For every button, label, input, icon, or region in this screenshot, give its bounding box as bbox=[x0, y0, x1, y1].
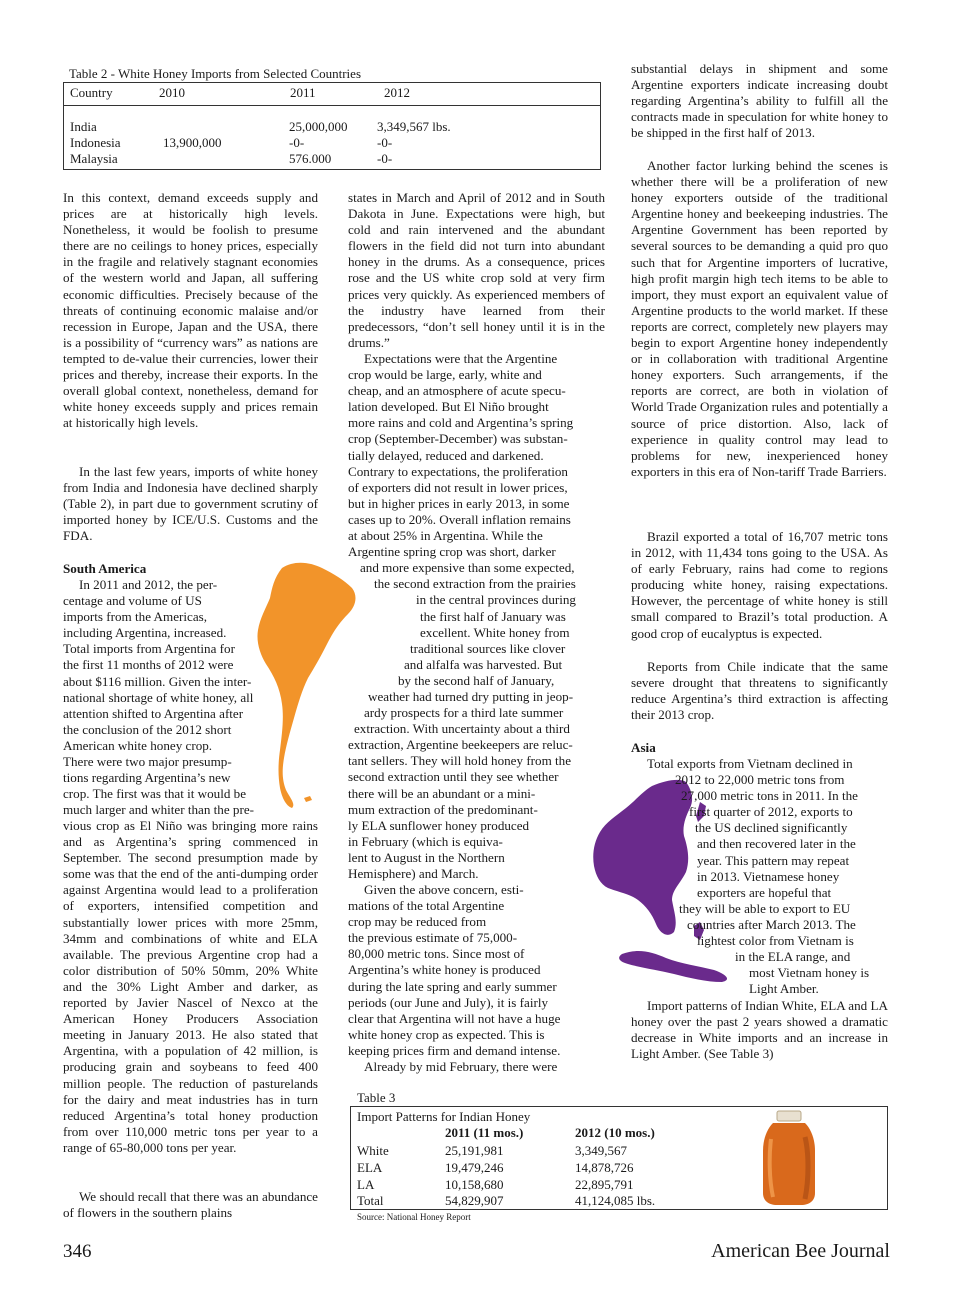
wrapped-line: tant sellers. They will hold honey from the bbox=[348, 753, 572, 769]
wrapped-line: at about 25% in Argentina. While the bbox=[348, 528, 543, 544]
wrapped-line: 27,000 metric tons in 2011. In the bbox=[681, 788, 858, 804]
wrapped-line: during the late spring and early summer bbox=[348, 978, 557, 994]
table3-cell: White bbox=[357, 1143, 389, 1158]
wrapped-line: crop (September-December) was substan- bbox=[348, 431, 568, 447]
table3-title: Import Patterns for Indian Honey bbox=[357, 1109, 531, 1124]
wrapped-line: much larger and whiter than the pre- bbox=[63, 802, 254, 818]
table3-source: Source: National Honey Report bbox=[357, 1212, 471, 1222]
col3-paragraph-3: Brazil exported a total of 16,707 metric tons in 2012, with 11,434 tons going to the USA. As of early February, rains had come to regions producing white honey, raising expectations. However, the percentage of white honey is still small compared to Brazil’s total production. A good crop of eucalyptus is expected. bbox=[631, 529, 888, 641]
wrapped-line: keeping prices firm and demand intense. bbox=[348, 1042, 561, 1058]
wrapped-line: the US declined significantly bbox=[695, 820, 848, 836]
table2-header-2011: 2011 bbox=[290, 85, 316, 100]
wrapped-line: Total exports from Vietnam declined in bbox=[647, 756, 853, 771]
col1-paragraph-2: In the last few years, imports of white honey from India and Indonesia have declined sharply (Table 2), in part due to government scrutiny of imported honey by ICE/U.S. Customs and the FDA. bbox=[63, 464, 318, 544]
wrapped-line: attention shifted to Argentina after bbox=[63, 705, 244, 721]
wrapped-line: mum extraction of the predominant- bbox=[348, 801, 538, 817]
wrapped-line: and more expensive than some expected, bbox=[360, 560, 575, 576]
wrapped-line: Total imports from Argentina for bbox=[63, 641, 235, 657]
table2-header-2012: 2012 bbox=[384, 85, 410, 100]
wrapped-line: crop may be reduced from bbox=[348, 914, 487, 930]
wrapped-line: in the ELA range, and bbox=[735, 949, 851, 965]
col2-wrapped-paragraph-2 bbox=[348, 351, 605, 882]
wrapped-line: exporters are hopeful that bbox=[697, 884, 832, 900]
wrapped-line: year. This pattern may repeat bbox=[697, 852, 850, 868]
wrapped-line: traditional sources like clover bbox=[410, 640, 566, 656]
jar-lid bbox=[777, 1111, 801, 1121]
wrapped-line: extraction. With uncertainty about a third bbox=[354, 721, 570, 737]
wrapped-line: Light Amber. bbox=[749, 981, 819, 997]
wrapped-line: clear that Argentina will not have a huge bbox=[348, 1010, 561, 1026]
col1-paragraph-5: We should recall that there was an abundance of flowers in the southern plains bbox=[63, 1189, 318, 1221]
wrapped-line: tially delayed, reduced and darkened. bbox=[348, 447, 544, 463]
wrapped-line: lent to August in the Northern bbox=[348, 849, 505, 865]
wrapped-line: Hemisphere) and March. bbox=[348, 866, 479, 881]
wrapped-line: cases up to 20%. Overall inflation remains bbox=[348, 511, 571, 527]
col3-wrapped-paragraph bbox=[631, 756, 888, 997]
wrapped-line: the first half of January was bbox=[420, 608, 566, 624]
wrapped-line: they will be able to export to EU bbox=[679, 900, 851, 916]
col2-paragraph-1: states in March and April of 2012 and in South Dakota in June. Expectations were high, but cold and rain intervened and the abundant flowers in the field did not turn into abundant honey in the drums. As a consequence, prices rose and the US white crop sold at very firm prices very quickly. As experienced members of the industry have learned from their predecessors, “don’t sell honey until it is in the drums.” bbox=[348, 190, 605, 350]
table3-cell: 22,895,791 bbox=[575, 1177, 634, 1192]
table2-caption: Table 2 - White Honey Imports from Selected Countries bbox=[69, 66, 361, 81]
wrapped-line: but in higher prices in early 2013, in some bbox=[348, 495, 570, 511]
wrapped-line: weather had turned dry putting in jeop- bbox=[368, 688, 574, 704]
table3-header-2012: 2012 (10 mos.) bbox=[575, 1125, 655, 1140]
wrapped-line: There were two major presump- bbox=[63, 754, 232, 770]
wrapped-line: periods (our June and July), it is fairly bbox=[348, 994, 549, 1010]
wrapped-line: extraction, Argentine beekeepers are reluc- bbox=[348, 737, 573, 753]
table3-header-2011: 2011 (11 mos.) bbox=[445, 1125, 524, 1140]
table3-cell: ELA bbox=[357, 1160, 383, 1175]
honey-jar-image bbox=[759, 1109, 819, 1207]
col3-paragraph-6: Import patterns of Indian White, ELA and LA honey over the past 2 years showed a dramatic decrease in White imports and an increase in Light Amber. (See Table 3) bbox=[631, 998, 888, 1062]
table3-cell: 14,878,726 bbox=[575, 1160, 634, 1175]
wrapped-line: Expectations were that the Argentine bbox=[364, 351, 558, 366]
wrapped-line: Argentina’s white honey is produced bbox=[348, 962, 541, 978]
table2-cell: 25,000,000 bbox=[289, 119, 348, 134]
table2-cell: -0- bbox=[289, 135, 305, 150]
wrapped-line: the second extraction from the prairies bbox=[374, 576, 576, 592]
col3-paragraph-1: substantial delays in shipment and some Argentine exporters indicate increasing doubt regarding Argentina’s ability to fulfill all the contracts made in speculation for white honey to be shipped in the first half of 2013. bbox=[631, 61, 888, 141]
wrapped-line: cheap, and an atmosphere of acute specu- bbox=[348, 383, 566, 399]
table2-cell: 3,349,567 lbs. bbox=[377, 119, 451, 134]
wrapped-line: the first 11 months of 2012 were bbox=[63, 657, 234, 673]
wrapped-line: more rains and cold and Argentina’s spring bbox=[348, 415, 574, 431]
wrapped-line: lightest color from Vietnam is bbox=[697, 933, 854, 949]
wrapped-line: Argentine spring crop was short, darker bbox=[348, 544, 556, 560]
page-number: 346 bbox=[63, 1241, 92, 1262]
wrapped-line: of exporters did not result in lower prices, bbox=[348, 479, 568, 495]
table2-header-country: Country bbox=[70, 85, 113, 100]
wrapped-line: including Argentina, increased. bbox=[63, 625, 227, 641]
wrapped-line: second extraction until they see whether bbox=[348, 769, 559, 785]
wrapped-line: crop. The first was that it would be bbox=[63, 786, 247, 802]
table2-cell: -0- bbox=[377, 151, 393, 166]
wrapped-line: the previous estimate of 75,000- bbox=[348, 930, 518, 946]
wrapped-line: most Vietnam honey is bbox=[749, 965, 870, 981]
table2-cell: 576.000 bbox=[289, 151, 332, 166]
wrapped-line: the conclusion of the 2012 short bbox=[63, 721, 232, 737]
wrapped-line: excellent. White honey from bbox=[420, 624, 570, 640]
wrapped-line: there will be an abundant or a mini- bbox=[348, 785, 536, 801]
wrapped-line: and alfalfa was harvested. But bbox=[404, 656, 563, 672]
table3-cell: 19,479,246 bbox=[445, 1160, 504, 1175]
col1-paragraph-4: vious crop as El Niño was bringing more rains and as Argentina’s spring commenced in September. The second presumption made by some was that the end of the anti-dumping order against Argentina would lead to a proliferation of exporters, intensified competition and substantially lower prices with more 25mm, 34mm and combinations of white and ELA available. The previous Argentine crop had a color distribution of 50% 50mm, 20% White and the 30% Light Amber and darker, as reported by Javier Nascel of Nexco at the American Honey Producers Association meeting in January 2013. He also stated that Argentina, with a population of 42 million, is producing grain and soybeans to feed 400 million people. The reduction of pasturelands for the dairy and meat industries has in turn reduced Argentina’s total honey production from over 110,000 metric tons per year to a range of 65-80,000 tons per year. bbox=[63, 818, 318, 1155]
wrapped-line: crop would be large, early, white and bbox=[348, 367, 542, 383]
journal-name: American Bee Journal bbox=[711, 1240, 890, 1262]
heading-south-america: South America bbox=[63, 561, 147, 576]
table3-cell: 54,829,907 bbox=[445, 1193, 504, 1208]
wrapped-line: in 2013. Vietnamese honey bbox=[697, 868, 840, 884]
table2 bbox=[63, 82, 601, 170]
table3-cell: 41,124,085 lbs. bbox=[575, 1193, 656, 1208]
table2-header-2010: 2010 bbox=[159, 85, 185, 100]
wrapped-line: Given the above concern, esti- bbox=[364, 882, 524, 897]
wrapped-line: ly ELA sunflower honey produced bbox=[348, 817, 530, 833]
wrapped-line: mations of the total Argentine bbox=[348, 898, 505, 914]
table2-cell: -0- bbox=[377, 135, 393, 150]
wrapped-line: imports from the Americas, bbox=[63, 609, 207, 625]
table3-cell: 10,158,680 bbox=[445, 1177, 504, 1192]
table3 bbox=[350, 1106, 888, 1210]
wrapped-line: national shortage of white honey, all bbox=[63, 689, 254, 705]
wrapped-line: and then recovered later in the bbox=[697, 836, 856, 852]
wrapped-line: Contrary to expectations, the proliferation bbox=[348, 463, 568, 479]
falklands-shape bbox=[304, 796, 312, 802]
table2-header-row bbox=[64, 83, 600, 106]
wrapped-line: 80,000 metric tons. Since most of bbox=[348, 946, 525, 962]
col1-paragraph-1: In this context, demand exceeds supply and prices are at historically high levels. Nonetheless, it would be foolish to presume there are no ceilings to honey prices, especially in the fragile and relatively stagnant economies of the western world and Japan, all suffering economic difficulties. Precisely because of the threats of continuing economic malaise and/or recession in Europe, Japan and the USA, there is a possibility of “currency wars” as nations are tempted to de-value their currencies, lower their prices and thereby, increase their exports. In the overall global context, nonetheless, demand for white honey exceeds supply and prices remain at historically high levels. bbox=[63, 190, 318, 431]
wrapped-line: tions regarding Argentina’s new bbox=[63, 770, 231, 786]
table3-cell: LA bbox=[357, 1177, 375, 1192]
table3-caption: Table 3 bbox=[357, 1090, 396, 1105]
table3-cell: 25,191,981 bbox=[445, 1143, 504, 1158]
wrapped-line: about $116 million. Given the inter- bbox=[63, 673, 252, 689]
wrapped-line: Already by mid February, there were bbox=[364, 1059, 558, 1075]
wrapped-line: lation developed. But El Niño brought bbox=[348, 399, 549, 415]
col3-paragraph-4: Reports from Chile indicate that the same severe drought that threatens to significantly reduce Argentina’s third extraction is affecting their 2013 crop. bbox=[631, 659, 888, 723]
wrapped-line: In 2011 and 2012, the per- bbox=[79, 577, 218, 592]
wrapped-line: first quarter of 2012, exports to bbox=[689, 804, 853, 820]
wrapped-line: ardy prospects for a third late summer bbox=[364, 705, 564, 721]
table2-cell: 13,900,000 bbox=[163, 135, 222, 150]
heading-asia: Asia bbox=[631, 740, 656, 755]
table2-cell: Indonesia bbox=[70, 135, 121, 150]
table2-cell: Malaysia bbox=[70, 151, 118, 166]
table3-cell: 3,349,567 bbox=[575, 1143, 627, 1158]
col3-paragraph-2: Another factor lurking behind the scenes is whether there will be a proliferation of new honey exporters outside of the traditional Argentine honey and beekeeping industries. The Argentine Government has been reported by several sources to be demanding a quid pro quo such that for Argentine importers of lucrative, high profit margin high tech items to be able to import, they must export an equivalent value of Argentine products to the world market. If these reports are correct, completely new players may begin to export Argentine honey independently or in collaboration with traditional Argentine honey exporters. Such arrangements, if the reports are correct, are both in violation of World Trade Organization rules and potentially a source of price distortion. Also, lack of experience in quality control may lead to problems for new, inexperienced honey exporters in this era of Non-tariff Trade Barriers. bbox=[631, 158, 888, 479]
wrapped-line: countries after March 2013. The bbox=[687, 916, 856, 932]
col1-wrapped-paragraph bbox=[63, 577, 293, 818]
wrapped-line: in the central provinces during bbox=[416, 592, 576, 608]
wrapped-line: white honey crop as expected. This is bbox=[348, 1026, 545, 1042]
table3-cell: Total bbox=[357, 1193, 384, 1208]
wrapped-line: in February (which is equiva- bbox=[348, 833, 503, 849]
table2-cell: India bbox=[70, 119, 97, 134]
wrapped-line: American white honey crop. bbox=[63, 737, 213, 753]
wrapped-line: 2012 to 22,000 metric tons from bbox=[675, 772, 845, 788]
wrapped-line: by the second half of January, bbox=[398, 672, 555, 688]
col2-wrapped-paragraph-3 bbox=[348, 882, 605, 1075]
wrapped-line: centage and volume of US bbox=[63, 593, 202, 609]
